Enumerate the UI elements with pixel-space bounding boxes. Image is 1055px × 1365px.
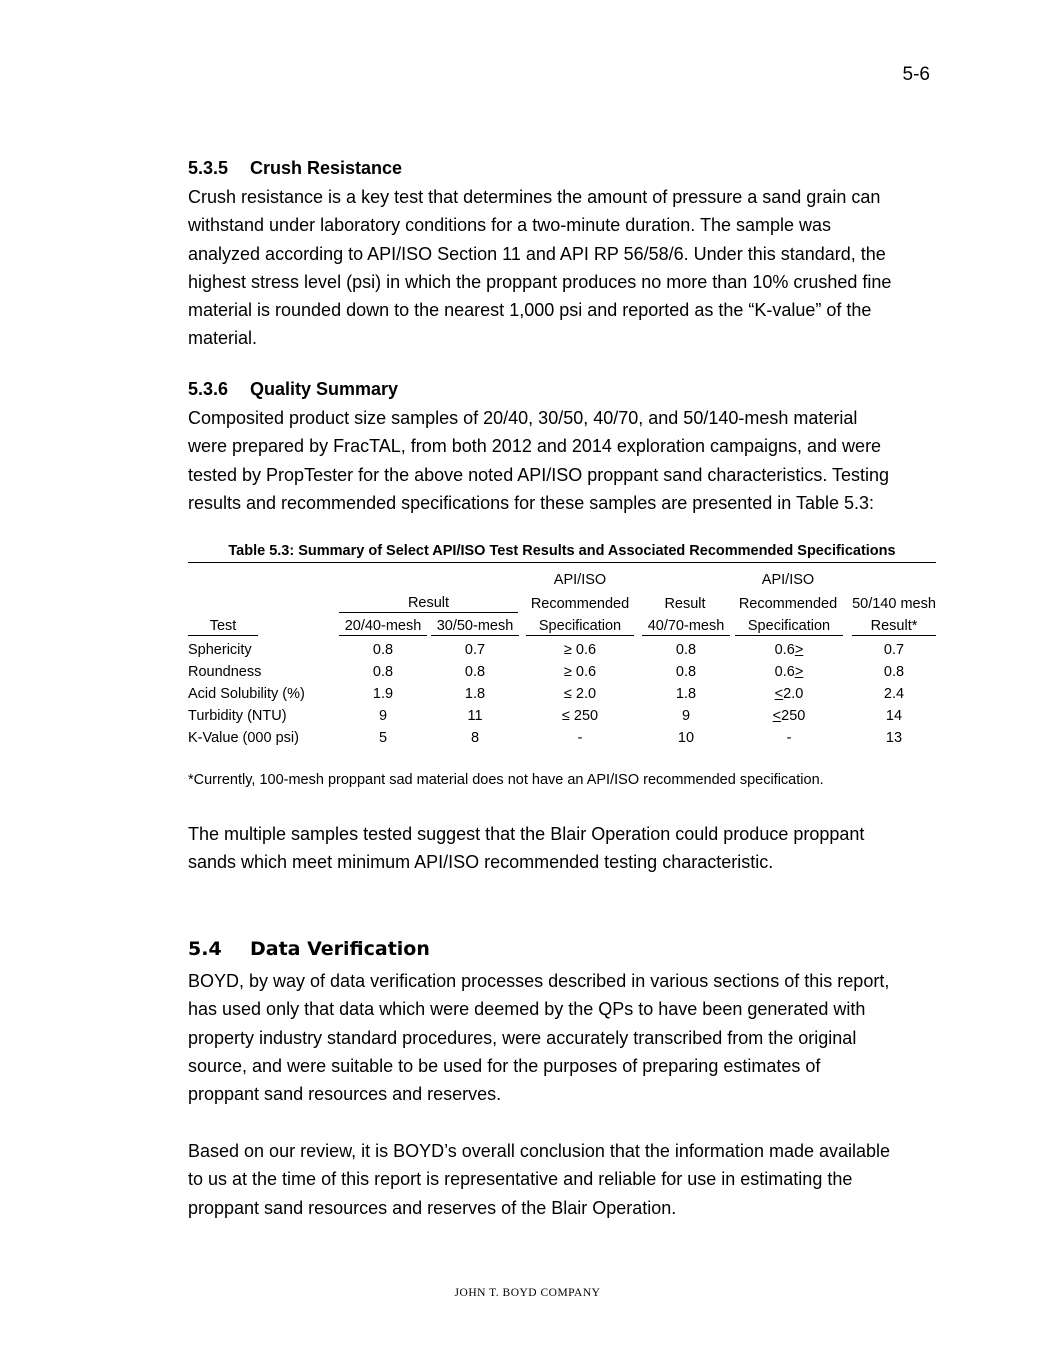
section-5-3-6-heading — [188, 379, 398, 400]
header-result-group: Result — [339, 595, 518, 613]
text-line: material. — [188, 328, 258, 349]
cell-40-70: 10 — [677, 730, 695, 746]
section-number: 5.3.5 — [188, 158, 229, 178]
table-title: Table 5.3: Summary of Select API/ISO Test Results and Associated Recommended Specifications — [188, 543, 936, 563]
section-number: 5.4 — [188, 938, 222, 960]
cell-test: Acid Solubility (%) — [188, 686, 305, 702]
cell-spec-1: ≤ 2.0 — [563, 686, 597, 702]
cell-spec-2 — [735, 708, 843, 724]
spec-value: 250 — [781, 708, 806, 724]
cell-spec-1: ≤ 250 — [561, 708, 599, 724]
cell-spec-2 — [735, 664, 843, 680]
section-title: Crush Resistance — [250, 158, 403, 178]
cell-50-140: 2.4 — [883, 686, 905, 702]
text-line: results and recommended specifications for these samples are presented in Table 5.3: — [188, 492, 875, 513]
spec-symbol: > — [794, 664, 804, 680]
cell-50-140: 14 — [885, 708, 903, 724]
section-5-3-5-heading — [188, 158, 402, 179]
header-test: Test — [188, 618, 258, 636]
spec-symbol: < — [772, 708, 782, 724]
header-50-140-mesh: 50/140 mesh — [852, 596, 936, 612]
cell-30-50: 0.7 — [464, 642, 486, 658]
cell-50-140: 13 — [885, 730, 903, 746]
text-line: property industry standard procedures, were accurately transcribed from the original — [188, 1027, 857, 1048]
text-line: were prepared by FracTAL, from both 2012 and 2014 exploration campaigns, and were — [188, 436, 882, 457]
cell-50-140: 0.7 — [883, 642, 905, 658]
cell-40-70: 0.8 — [675, 642, 697, 658]
text-line: withstand under laboratory conditions for a two-minute duration. The sample was — [188, 215, 832, 236]
cell-spec-2: - — [786, 730, 792, 746]
spec-value: 0.6 — [774, 642, 795, 658]
text-line: proppant sand resources and reserves. — [188, 1084, 502, 1105]
header-api-iso: API/ISO — [761, 572, 815, 588]
text-line: to us at the time of this report is representative and reliable for use in estimating the — [188, 1169, 853, 1190]
page-number: 5-6 — [902, 64, 930, 85]
spec-symbol: < — [774, 686, 784, 702]
text-line: Composited product size samples of 20/40, 30/50, 40/70, and 50/140-mesh material — [188, 408, 858, 428]
section-title: Quality Summary — [250, 379, 399, 399]
text-line: The multiple samples tested suggest that the Blair Operation could produce proppant — [188, 824, 865, 844]
header-result: Result — [664, 596, 706, 612]
data-verification-paragraph-1 — [188, 967, 948, 1108]
header-result-star: Result* — [852, 618, 936, 636]
cell-test: Roundness — [188, 664, 262, 680]
cell-20-40: 1.9 — [372, 686, 394, 702]
cell-20-40: 0.8 — [372, 664, 394, 680]
text-line: Based on our review, it is BOYD’s overall conclusion that the information made available — [188, 1141, 891, 1161]
text-line: tested by PropTester for the above noted API/ISO proppant sand characteristics. Testing — [188, 464, 890, 485]
text-line: highest stress level (psi) in which the proppant produces no more than 10% crushed fine — [188, 271, 892, 292]
spec-symbol: > — [794, 642, 804, 658]
cell-30-50: 1.8 — [464, 686, 486, 702]
text-line: sands which meet minimum API/ISO recommended testing characteristic. — [188, 852, 774, 873]
cell-test: Turbidity (NTU) — [188, 708, 287, 724]
text-line: source, and were suitable to be used for the purposes of preparing estimates of — [188, 1055, 821, 1076]
cell-40-70: 9 — [681, 708, 691, 724]
header-40-70-mesh: 40/70-mesh — [642, 618, 730, 636]
cell-40-70: 1.8 — [675, 686, 697, 702]
section-title: Data Verification — [250, 938, 430, 960]
quality-summary-paragraph — [188, 404, 948, 517]
cell-spec-2 — [735, 686, 843, 702]
cell-test: Sphericity — [188, 642, 252, 658]
cell-30-50: 11 — [467, 708, 483, 724]
header-recommended: Recommended — [530, 596, 630, 612]
cell-40-70: 0.8 — [675, 664, 697, 680]
cell-spec-2 — [735, 642, 843, 658]
crush-resistance-paragraph — [188, 183, 948, 353]
spec-value: 0.6 — [774, 664, 795, 680]
header-api-iso: API/ISO — [553, 572, 607, 588]
header-30-50-mesh: 30/50-mesh — [431, 618, 519, 636]
cell-30-50: 8 — [470, 730, 480, 746]
data-verification-paragraph-2 — [188, 1137, 948, 1222]
page-footer: JOHN T. BOYD COMPANY — [454, 1287, 601, 1299]
text-line: Crush resistance is a key test that determines the amount of pressure a sand grain can — [188, 187, 881, 207]
cell-30-50: 0.8 — [464, 664, 486, 680]
cell-spec-1: ≥ 0.6 — [563, 642, 597, 658]
cell-20-40: 9 — [378, 708, 388, 724]
text-line: analyzed according to API/ISO Section 11 and API RP 56/58/6. Under this standard, the — [188, 243, 886, 264]
text-line: material is rounded down to the nearest 1,000 psi and reported as the “K-value” of the — [188, 300, 872, 321]
section-number: 5.3.6 — [188, 379, 229, 399]
header-20-40-mesh: 20/40-mesh — [339, 618, 427, 636]
text-line: has used only that data which were deemed by the QPs to have been generated with — [188, 999, 866, 1020]
text-line: proppant sand resources and reserves of the Blair Operation. — [188, 1197, 677, 1218]
cell-20-40: 5 — [378, 730, 388, 746]
cell-test: K-Value (000 psi) — [188, 730, 299, 746]
text-line: BOYD, by way of data verification processes described in various sections of this report, — [188, 971, 890, 991]
cell-spec-1: ≥ 0.6 — [563, 664, 597, 680]
header-specification: Specification — [526, 618, 634, 636]
header-recommended: Recommended — [738, 596, 838, 612]
spec-value: 2.0 — [783, 686, 804, 702]
section-5-4-heading — [188, 938, 430, 960]
cell-50-140: 0.8 — [883, 664, 905, 680]
cell-spec-1: - — [577, 730, 583, 746]
header-specification: Specification — [735, 618, 843, 636]
cell-20-40: 0.8 — [372, 642, 394, 658]
table-footnote: *Currently, 100-mesh proppant sad material does not have an API/ISO recommended specification. — [188, 772, 824, 788]
conclusion-paragraph — [188, 820, 948, 877]
